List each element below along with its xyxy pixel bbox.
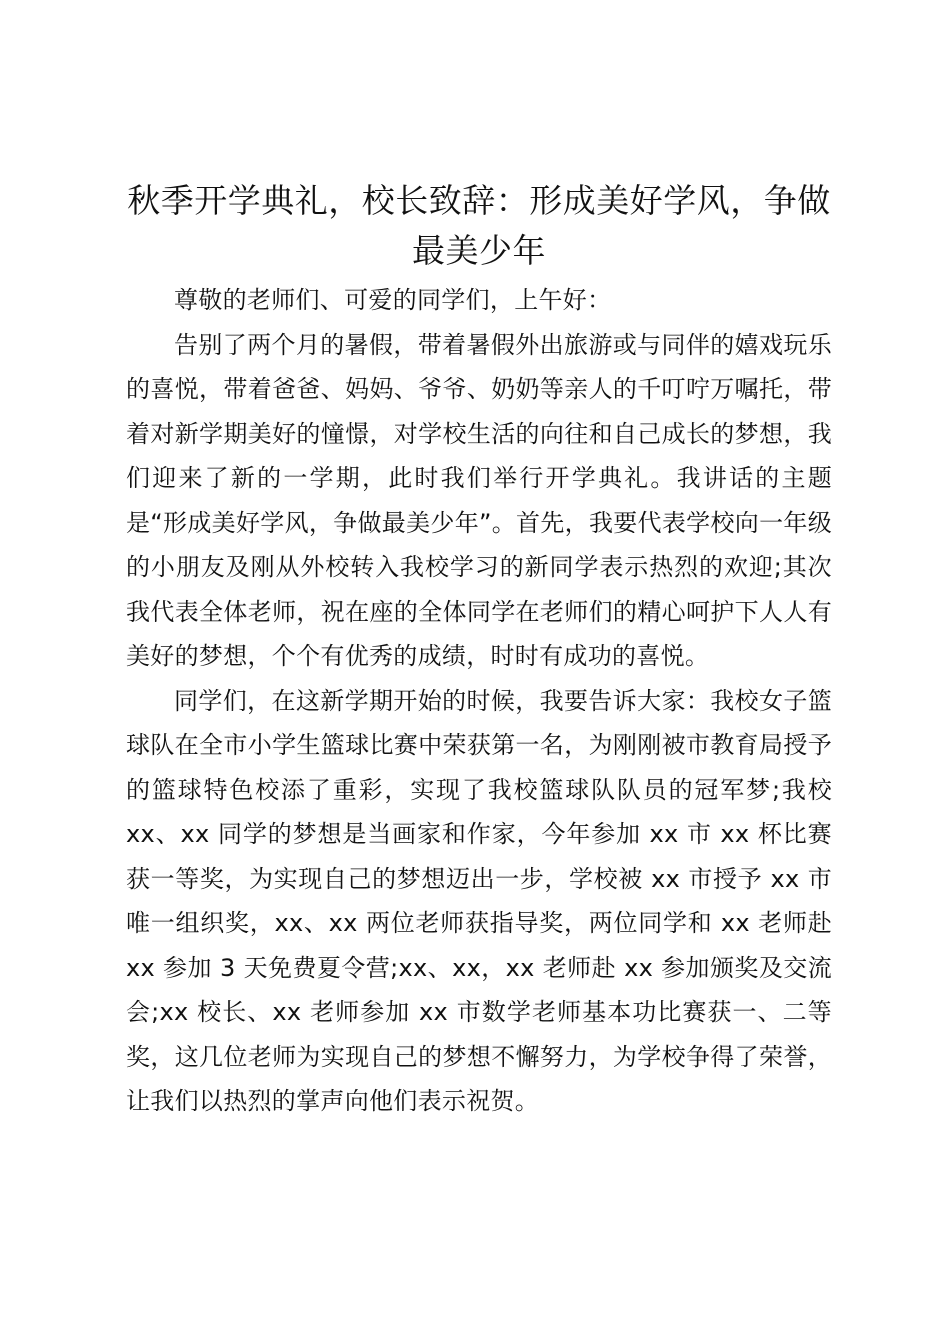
paragraph-opening: 告别了两个月的暑假，带着暑假外出旅游或与同伴的嬉戏玩乐的喜悦，带着爸爸、妈妈、爷爷、奶奶等亲人的千叮咛万嘱托，带着对新学期美好的憧憬，对学校生活的向往和自己成长的梦想，我们迎来了新的一学期，此时我们举行开学典礼。我讲话的主题是“形成美好学风，争做最美少年”。首先，我要代表学校向一年级的小朋友及刚从外校转入我校学习的新同学表示热烈的欢迎;其次我代表全体老师，祝在座的全体同学在老师们的精心呵护下人人有美好的梦想，个个有优秀的成绩，时时有成功的喜悦。 [126, 330, 832, 670]
document-page [126, 176, 832, 1124]
paragraph-greeting: 尊敬的老师们、可爱的同学们，上午好： [174, 286, 612, 314]
paragraph-achievements: 同学们，在这新学期开始的时候，我要告诉大家：我校女子篮球队在全市小学生篮球比赛中荣获第一名，为刚刚被市教育局授予的篮球特色校添了重彩，实现了我校篮球队队员的冠军梦;我校 xx、xx 同学的梦想是当画家和作家，今年参加 xx 市 xx 杯比赛获一等奖，为实现自己的梦想迈出一步，学校被 xx 市授予 xx 市唯一组织奖，xx、xx 两位老师获指导奖，两位同学和 xx 老师赴 xx 参加 3 天免费夏令营;xx、xx，xx 老师赴 xx 参加颁奖及交流会;xx 校长、xx 老师参加 xx 市数学老师基本功比赛获一、二等奖，这几位老师为实现自己的梦想不懈努力，为学校争得了荣誉，让我们以热烈的掌声向他们表示祝贺。 [126, 686, 832, 1115]
document-title: 秋季开学典礼，校长致辞：形成美好学风，争做最美少年 [127, 181, 831, 270]
document-body [126, 278, 832, 1124]
